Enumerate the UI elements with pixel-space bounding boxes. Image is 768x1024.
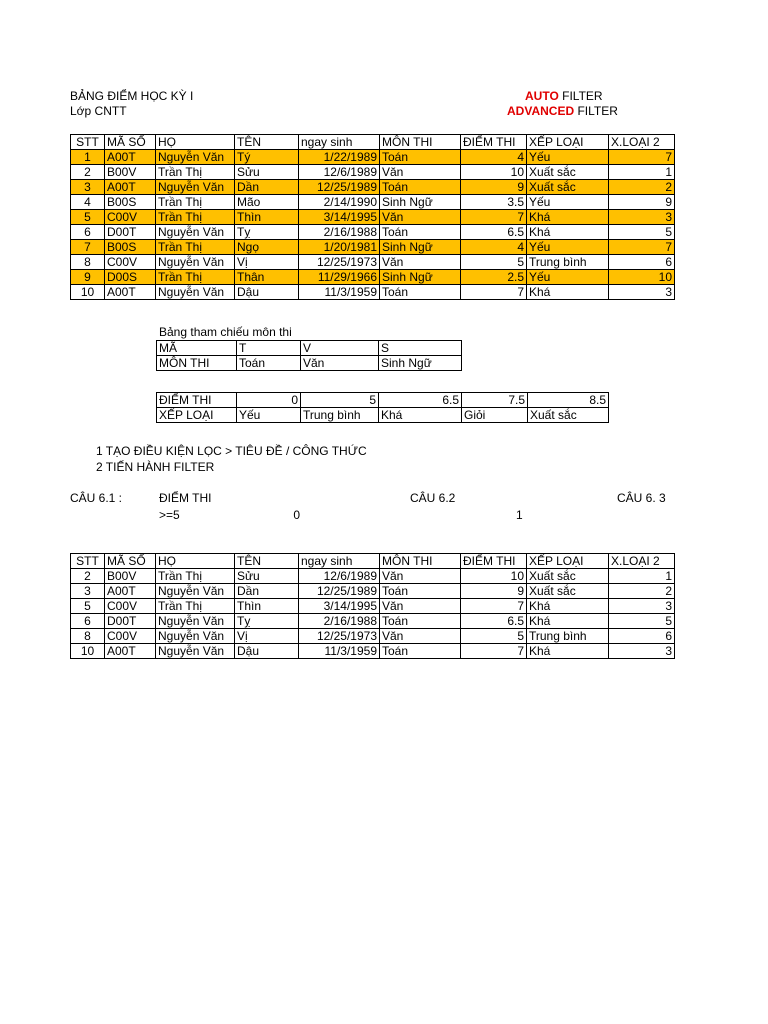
score-cell: 9	[461, 584, 527, 599]
grade-scale-table	[156, 392, 609, 423]
subject-cell: Toán	[380, 225, 461, 240]
code-cell: D00S	[105, 270, 156, 285]
code-cell: A00T	[105, 584, 156, 599]
rank-cell: Trung bình	[527, 629, 609, 644]
instruction-2: 2 TIẾN HÀNH FILTER	[96, 460, 215, 474]
rank2-cell: 7	[609, 240, 675, 255]
subject-cell: Toán	[380, 584, 461, 599]
stt-cell: 4	[71, 195, 105, 210]
code-cell: A00T	[105, 644, 156, 659]
column-header: XẾP LOẠI	[527, 554, 609, 569]
score-cell: 5	[461, 255, 527, 270]
ref-cell: S	[379, 341, 462, 356]
surname-cell: Trần Thị	[156, 165, 235, 180]
column-header: STT	[71, 135, 105, 150]
rank2-cell: 3	[609, 285, 675, 300]
stt-cell: 10	[71, 644, 105, 659]
rank-cell: Xuất sắc	[527, 165, 609, 180]
surname-cell: Trần Thị	[156, 569, 235, 584]
column-header: TÊN	[235, 554, 299, 569]
birthdate-cell: 3/14/1995	[299, 599, 380, 614]
score-cell: 10	[461, 569, 527, 584]
code-cell: D00T	[105, 614, 156, 629]
rank2-cell: 3	[609, 644, 675, 659]
grade-cell: ĐIỂM THI	[157, 393, 237, 408]
stt-cell: 8	[71, 255, 105, 270]
subject-cell: Văn	[380, 255, 461, 270]
code-cell: A00T	[105, 180, 156, 195]
rank2-cell: 2	[609, 584, 675, 599]
birthdate-cell: 3/14/1995	[299, 210, 380, 225]
grade-cell: 6.5	[379, 393, 462, 408]
name-cell: Ngọ	[235, 240, 299, 255]
rank2-cell: 5	[609, 225, 675, 240]
birthdate-cell: 12/6/1989	[299, 569, 380, 584]
birthdate-cell: 2/16/1988	[299, 225, 380, 240]
table-row	[71, 150, 675, 165]
rank2-cell: 6	[609, 255, 675, 270]
name-cell: Dần	[235, 584, 299, 599]
subject-cell: Văn	[380, 165, 461, 180]
column-header: TÊN	[235, 135, 299, 150]
criteria-value: >=5	[159, 508, 180, 522]
table-row	[71, 599, 675, 614]
surname-cell: Nguyễn Văn	[156, 644, 235, 659]
stt-cell: 1	[71, 150, 105, 165]
birthdate-cell: 2/14/1990	[299, 195, 380, 210]
surname-cell: Trần Thị	[156, 240, 235, 255]
column-header: MÃ SỐ	[105, 554, 156, 569]
rank2-cell: 5	[609, 614, 675, 629]
ref-cell: V	[301, 341, 379, 356]
score-cell: 9	[461, 180, 527, 195]
code-cell: A00T	[105, 150, 156, 165]
code-cell: C00V	[105, 599, 156, 614]
rank2-cell: 3	[609, 210, 675, 225]
subject-cell: Sinh Ngữ	[380, 270, 461, 285]
name-cell: Mão	[235, 195, 299, 210]
rank-cell: Yếu	[527, 270, 609, 285]
column-header: ngay sinh	[299, 554, 380, 569]
name-cell: Thìn	[235, 599, 299, 614]
ref-cell: T	[237, 341, 301, 356]
question-6-3-label: CÂU 6. 3	[617, 491, 666, 505]
grade-cell: 7.5	[462, 393, 528, 408]
surname-cell: Nguyễn Văn	[156, 614, 235, 629]
name-cell: Sửu	[235, 569, 299, 584]
surname-cell: Trần Thị	[156, 599, 235, 614]
surname-cell: Nguyễn Văn	[156, 180, 235, 195]
table-row	[71, 285, 675, 300]
rank2-cell: 3	[609, 599, 675, 614]
table-row	[157, 356, 462, 371]
column-header: ngay sinh	[299, 135, 380, 150]
grade-cell: XẾP LOẠI	[157, 408, 237, 423]
birthdate-cell: 2/16/1988	[299, 614, 380, 629]
subject-reference-table	[156, 340, 462, 371]
grade-cell: 8.5	[528, 393, 609, 408]
ref-cell: Sinh Ngữ	[379, 356, 462, 371]
grade-cell: 0	[237, 393, 301, 408]
rank-cell: Trung bình	[527, 255, 609, 270]
grade-cell: Giỏi	[462, 408, 528, 423]
score-cell: 7	[461, 285, 527, 300]
stt-cell: 2	[71, 569, 105, 584]
grade-cell: Trung bình	[301, 408, 379, 423]
table-row	[71, 270, 675, 285]
subject-cell: Toán	[380, 285, 461, 300]
score-cell: 3.5	[461, 195, 527, 210]
grade-cell: Xuất sắc	[528, 408, 609, 423]
rank-cell: Khá	[527, 225, 609, 240]
score-cell: 10	[461, 165, 527, 180]
ref-cell: Văn	[301, 356, 379, 371]
name-cell: Vị	[235, 629, 299, 644]
main-score-table	[70, 134, 675, 300]
subject-cell: Văn	[380, 210, 461, 225]
rank2-cell: 9	[609, 195, 675, 210]
subject-cell: Toán	[380, 614, 461, 629]
name-cell: Tỵ	[235, 614, 299, 629]
stt-cell: 7	[71, 240, 105, 255]
table-row	[71, 644, 675, 659]
table-row	[71, 195, 675, 210]
rank-cell: Khá	[527, 210, 609, 225]
subject-cell: Sinh Ngữ	[380, 240, 461, 255]
birthdate-cell: 1/20/1981	[299, 240, 380, 255]
rank-cell: Yếu	[527, 195, 609, 210]
score-cell: 4	[461, 150, 527, 165]
question-6-2-label: CÂU 6.2	[410, 491, 456, 505]
surname-cell: Trần Thị	[156, 210, 235, 225]
auto-filter-keyword: AUTO	[525, 89, 559, 103]
question-6-1-label: CÂU 6.1 :	[70, 491, 123, 505]
rank2-cell: 7	[609, 150, 675, 165]
ref-caption: Bảng tham chiếu môn thi	[159, 325, 292, 339]
rank2-cell: 1	[609, 165, 675, 180]
birthdate-cell: 12/6/1989	[299, 165, 380, 180]
name-cell: Thân	[235, 270, 299, 285]
score-cell: 7	[461, 644, 527, 659]
code-cell: B00S	[105, 240, 156, 255]
grade-cell: Khá	[379, 408, 462, 423]
table-row	[71, 225, 675, 240]
birthdate-cell: 12/25/1973	[299, 255, 380, 270]
advanced-filter-label	[507, 104, 618, 118]
rank-cell: Xuất sắc	[527, 584, 609, 599]
grade-cell: 5	[301, 393, 379, 408]
surname-cell: Nguyễn Văn	[156, 225, 235, 240]
column-header: X.LOẠI 2	[609, 554, 675, 569]
table-row	[71, 240, 675, 255]
code-cell: A00T	[105, 285, 156, 300]
table-row	[71, 255, 675, 270]
stt-cell: 6	[71, 614, 105, 629]
birthdate-cell: 11/3/1959	[299, 644, 380, 659]
name-cell: Dậu	[235, 285, 299, 300]
stt-cell: 3	[71, 584, 105, 599]
stt-cell: 10	[71, 285, 105, 300]
rank-cell: Khá	[527, 285, 609, 300]
instruction-1: 1 TẠO ĐIỀU KIỆN LỌC > TIÊU ĐỀ / CÔNG THỨC	[96, 444, 367, 458]
stt-cell: 5	[71, 599, 105, 614]
name-cell: Dần	[235, 180, 299, 195]
score-cell: 6.5	[461, 614, 527, 629]
birthdate-cell: 12/25/1989	[299, 584, 380, 599]
name-cell: Sửu	[235, 165, 299, 180]
ref-cell: MÔN THI	[157, 356, 237, 371]
code-cell: B00V	[105, 569, 156, 584]
table-row	[71, 614, 675, 629]
class-label: Lớp CNTT	[70, 104, 127, 118]
surname-cell: Trần Thị	[156, 195, 235, 210]
name-cell: Tý	[235, 150, 299, 165]
table-row	[71, 584, 675, 599]
subject-cell: Toán	[380, 644, 461, 659]
rank-cell: Yếu	[527, 150, 609, 165]
column-header: MÔN THI	[380, 554, 461, 569]
surname-cell: Trần Thị	[156, 270, 235, 285]
birthdate-cell: 12/25/1973	[299, 629, 380, 644]
criteria-result-0: 0	[293, 508, 300, 522]
stt-cell: 9	[71, 270, 105, 285]
rank2-cell: 6	[609, 629, 675, 644]
ref-cell: MÃ	[157, 341, 237, 356]
column-header: ĐIỂM THI	[461, 135, 527, 150]
column-header: MÔN THI	[380, 135, 461, 150]
score-cell: 6.5	[461, 225, 527, 240]
rank-cell: Yếu	[527, 240, 609, 255]
name-cell: Dậu	[235, 644, 299, 659]
rank-cell: Xuất sắc	[527, 569, 609, 584]
subject-cell: Văn	[380, 629, 461, 644]
column-header: XẾP LOẠI	[527, 135, 609, 150]
code-cell: B00V	[105, 165, 156, 180]
column-header: ĐIỂM THI	[461, 554, 527, 569]
rank-cell: Khá	[527, 644, 609, 659]
rank2-cell: 2	[609, 180, 675, 195]
advanced-filter-suffix: FILTER	[574, 104, 618, 118]
code-cell: D00T	[105, 225, 156, 240]
name-cell: Thìn	[235, 210, 299, 225]
column-header: HỌ	[156, 135, 235, 150]
code-cell: C00V	[105, 629, 156, 644]
column-header: MÃ SỐ	[105, 135, 156, 150]
table-row	[157, 408, 609, 423]
rank-cell: Xuất sắc	[527, 180, 609, 195]
rank2-cell: 10	[609, 270, 675, 285]
ref-cell: Toán	[237, 356, 301, 371]
criteria-result-1: 1	[516, 508, 523, 522]
column-header: X.LOẠI 2	[609, 135, 675, 150]
birthdate-cell: 11/3/1959	[299, 285, 380, 300]
auto-filter-label	[525, 89, 603, 103]
stt-cell: 3	[71, 180, 105, 195]
table-row	[157, 341, 462, 356]
score-cell: 7	[461, 599, 527, 614]
stt-cell: 6	[71, 225, 105, 240]
name-cell: Tỵ	[235, 225, 299, 240]
table-row	[71, 629, 675, 644]
surname-cell: Nguyễn Văn	[156, 584, 235, 599]
rank2-cell: 1	[609, 569, 675, 584]
birthdate-cell: 12/25/1989	[299, 180, 380, 195]
score-cell: 7	[461, 210, 527, 225]
auto-filter-suffix: FILTER	[558, 89, 603, 103]
filtered-score-table	[70, 553, 675, 659]
table-row	[71, 180, 675, 195]
criteria-header: ĐIỂM THI	[159, 491, 212, 505]
table-row	[157, 393, 609, 408]
score-cell: 2.5	[461, 270, 527, 285]
surname-cell: Nguyễn Văn	[156, 285, 235, 300]
surname-cell: Nguyễn Văn	[156, 629, 235, 644]
subject-cell: Sinh Ngữ	[380, 195, 461, 210]
subject-cell: Văn	[380, 569, 461, 584]
column-header: HỌ	[156, 554, 235, 569]
code-cell: C00V	[105, 255, 156, 270]
subject-cell: Toán	[380, 180, 461, 195]
surname-cell: Nguyễn Văn	[156, 150, 235, 165]
stt-cell: 2	[71, 165, 105, 180]
grade-cell: Yếu	[237, 408, 301, 423]
birthdate-cell: 11/29/1966	[299, 270, 380, 285]
code-cell: B00S	[105, 195, 156, 210]
score-cell: 4	[461, 240, 527, 255]
subject-cell: Toán	[380, 150, 461, 165]
filtered-header-row	[71, 554, 675, 569]
table-row	[71, 569, 675, 584]
column-header: STT	[71, 554, 105, 569]
rank-cell: Khá	[527, 614, 609, 629]
score-cell: 5	[461, 629, 527, 644]
name-cell: Vị	[235, 255, 299, 270]
rank-cell: Khá	[527, 599, 609, 614]
advanced-filter-keyword: ADVANCED	[507, 104, 575, 118]
table-row	[71, 165, 675, 180]
table-row	[71, 210, 675, 225]
stt-cell: 5	[71, 210, 105, 225]
birthdate-cell: 1/22/1989	[299, 150, 380, 165]
surname-cell: Nguyễn Văn	[156, 255, 235, 270]
subject-cell: Văn	[380, 599, 461, 614]
main-header-row	[71, 135, 675, 150]
code-cell: C00V	[105, 210, 156, 225]
sheet-title: BẢNG ĐIỂM HỌC KỲ I	[70, 89, 194, 103]
stt-cell: 8	[71, 629, 105, 644]
